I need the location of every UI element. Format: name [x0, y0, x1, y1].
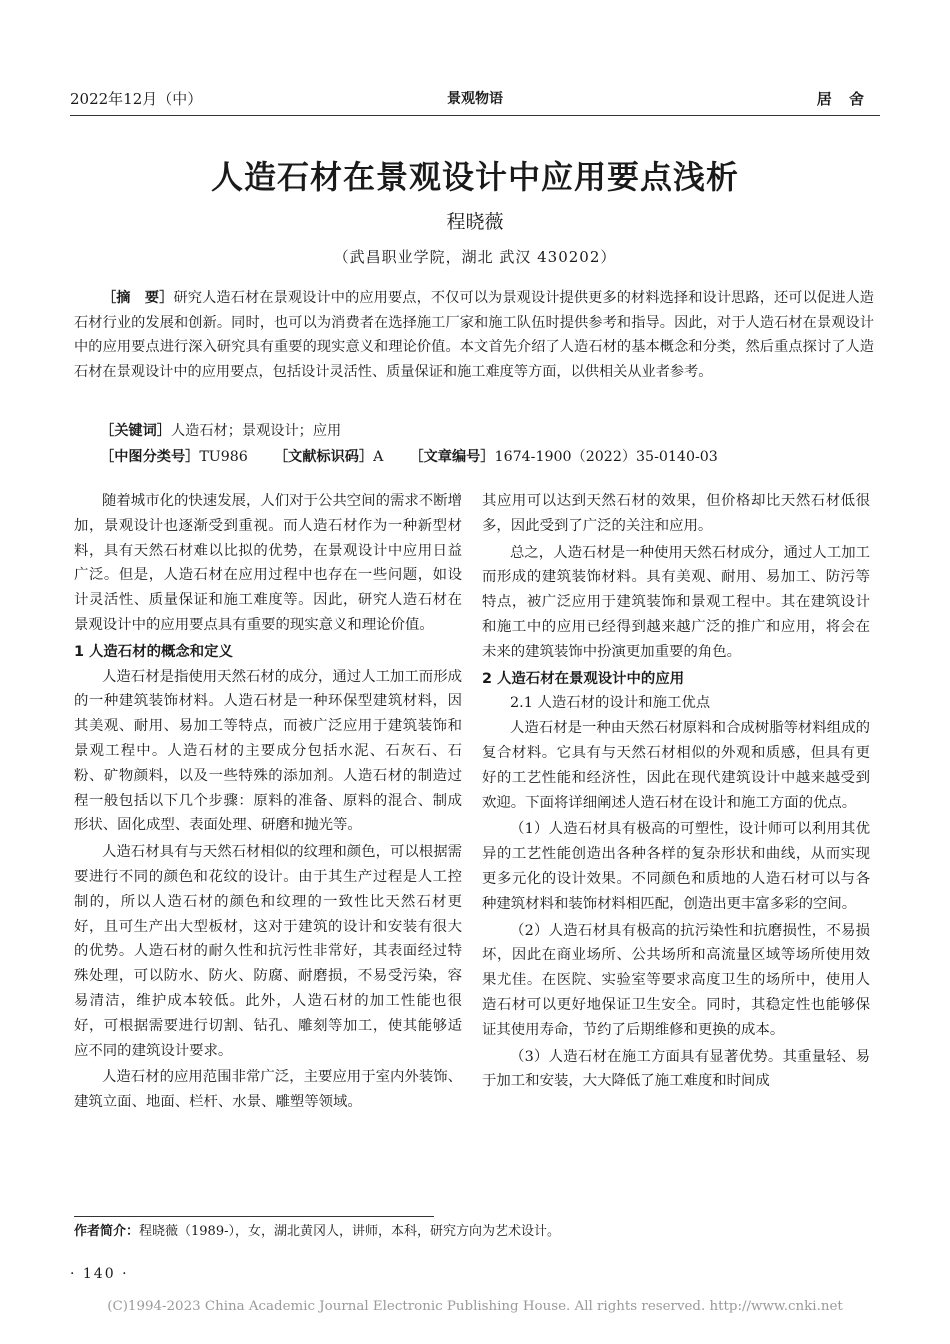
abstract [74, 286, 874, 384]
subsection-heading-2-1: 2.1 人造石材的设计和施工优点 [510, 695, 711, 712]
page-number: · 140 · [70, 1266, 129, 1282]
header-section: 居 舍 [816, 90, 870, 108]
abstract-text: 研究人造石材在景观设计中的应用要点，不仅可以为景观设计提供更多的材料选择和设计思路，还可以促进人造石材行业的发展和创新。同时，也可以为消费者在选择施工厂家和施工队伍时提供参考和指导。因此，对于人造石材在景观设计中的应用要点进行深入研究具有重要的现实意义和理论价值。本文首先介绍了人造石材的基本概念和分类，然后重点探讨了人造石材在景观设计中的应用要点，包括设计灵活性、质量保证和施工难度等方面，以供相关从业者参考。 [74, 290, 874, 380]
body-paragraph: （3）人造石材在施工方面具有显著优势。其重量轻、易于加工和安装，大大降低了施工难度和时间成 [482, 1048, 870, 1090]
header-journal-name: 景观物语 [447, 91, 503, 107]
body-column-left [74, 489, 462, 1117]
copyright-footer: (C)1994-2023 China Academic Journal Electronic Publishing House. All rights reserved. http://www.cnki.net [107, 1299, 843, 1314]
body-paragraph: （1）人造石材具有极高的可塑性，设计师可以利用其优异的工艺性能创造出各种各样的复杂形状和曲线，从而实现更多元化的设计效果。不同颜色和质地的人造石材可以与各种建筑材料和装饰材料相匹配，创造出更丰富多彩的空间。 [482, 821, 870, 912]
article-number-label: ［文章编号］ [409, 449, 495, 465]
body-paragraph: 人造石材是一种由天然石材原料和合成树脂等材料组成的复合材料。它具有与天然石材相似的外观和质感，但具有更好的工艺性能和经济性，因此在现代建筑设计中越来越受到欢迎。下面将详细阐述人造石材在设计和施工方面的优点。 [482, 720, 870, 811]
author-note-text: 程晓薇（1989-），女，湖北黄冈人，讲师，本科，研究方向为艺术设计。 [139, 1224, 560, 1239]
intro-paragraph: 随着城市化的快速发展，人们对于公共空间的需求不断增加，景观设计也逐渐受到重视。而人造石材作为一种新型材料，具有天然石材难以比拟的优势，在景观设计中应用日益广泛。但是，人造石材在应用过程中也存在一些问题，如设计灵活性、质量保证和施工难度等。因此，研究人造石材在景观设计中的应用要点具有重要的现实意义和理论价值。 [74, 493, 462, 633]
article-title: 人造石材在景观设计中应用要点浅析 [210, 158, 739, 196]
section-heading-2: 2 人造石材在景观设计中的应用 [482, 670, 685, 687]
keywords [100, 420, 341, 442]
body-paragraph: 人造石材具有与天然石材相似的纹理和颜色，可以根据需要进行不同的颜色和花纹的设计。由于其生产过程是人工控制的，所以人造石材的颜色和纹理的一致性比天然石材更好，且可生产出大型板材，这对于建筑的设计和安装有很大的优势。人造石材的耐久性和抗污性非常好，其表面经过特殊处理，可以防水、防火、防腐、耐磨损，不易受污染，容易清洁，维护成本较低。此外，人造石材的加工性能也很好，可根据需要进行切割、钻孔、雕刻等加工，使其能够适应不同的建筑设计要求。 [74, 844, 462, 1059]
header-divider [70, 115, 880, 116]
clc-value: TU986 [199, 449, 248, 465]
footnote-divider [74, 1216, 434, 1217]
classification-line [100, 446, 718, 468]
body-paragraph: 总之，人造石材是一种使用天然石材成分，通过人工加工而形成的建筑装饰材料。具有美观、耐用、易加工、防污等特点，被广泛应用于建筑装饰和景观工程中。其在建筑设计和施工中的应用已经得到越来越广泛的推广和应用，将会在未来的建筑装饰中扮演更加重要的角色。 [482, 544, 870, 660]
body-paragraph: 人造石材的应用范围非常广泛，主要应用于室内外装饰、建筑立面、地面、栏杆、水景、雕塑等领域。 [74, 1069, 462, 1111]
keywords-label: ［关键词］ [100, 423, 171, 439]
body-paragraph-continued: 其应用可以达到天然石材的效果，但价格却比天然石材低很多，因此受到了广泛的关注和应用。 [482, 493, 870, 534]
section-heading-1: 1 人造石材的概念和定义 [74, 643, 233, 660]
author-note [74, 1222, 560, 1242]
header-date: 2022年12月（中） [70, 90, 203, 108]
doc-code-value: A [373, 449, 384, 465]
body-paragraph: 人造石材是指使用天然石材的成分，通过人工加工而形成的一种建筑装饰材料。人造石材是一种环保型建筑材料，因其美观、耐用、易加工等特点，而被广泛应用于建筑装饰和景观工程中。人造石材的主要成分包括水泥、石灰石、石粉、矿物颜料，以及一些特殊的添加剂。人造石材的制造过程一般包括以下几个步骤：原料的准备、原料的混合、制成形状、固化成型、表面处理、研磨和抛光等。 [74, 668, 462, 834]
doc-code-label: ［文献标识码］ [273, 449, 374, 465]
author-note-label: 作者简介： [74, 1224, 140, 1239]
clc-label: ［中图分类号］ [100, 449, 200, 465]
article-number-value: 1674-1900（2022）35-0140-03 [494, 449, 718, 465]
body-paragraph: （2）人造石材具有极高的抗污染性和抗磨损性，不易损坏，因此在商业场所、公共场所和高流量区域等场所使用效果尤佳。在医院、实验室等要求高度卫生的场所中，使用人造石材可以更好地保证卫生安全。同时，其稳定性也能够保证其使用寿命，节约了后期维修和更换的成本。 [482, 922, 870, 1038]
abstract-label: ［摘 要］ [102, 290, 174, 306]
keywords-text: 人造石材；景观设计；应用 [170, 423, 342, 439]
article-author: 程晓薇 [446, 211, 504, 233]
body-column-right [482, 489, 870, 1096]
article-affiliation: （武昌职业学院，湖北 武汉 430202） [333, 248, 617, 266]
